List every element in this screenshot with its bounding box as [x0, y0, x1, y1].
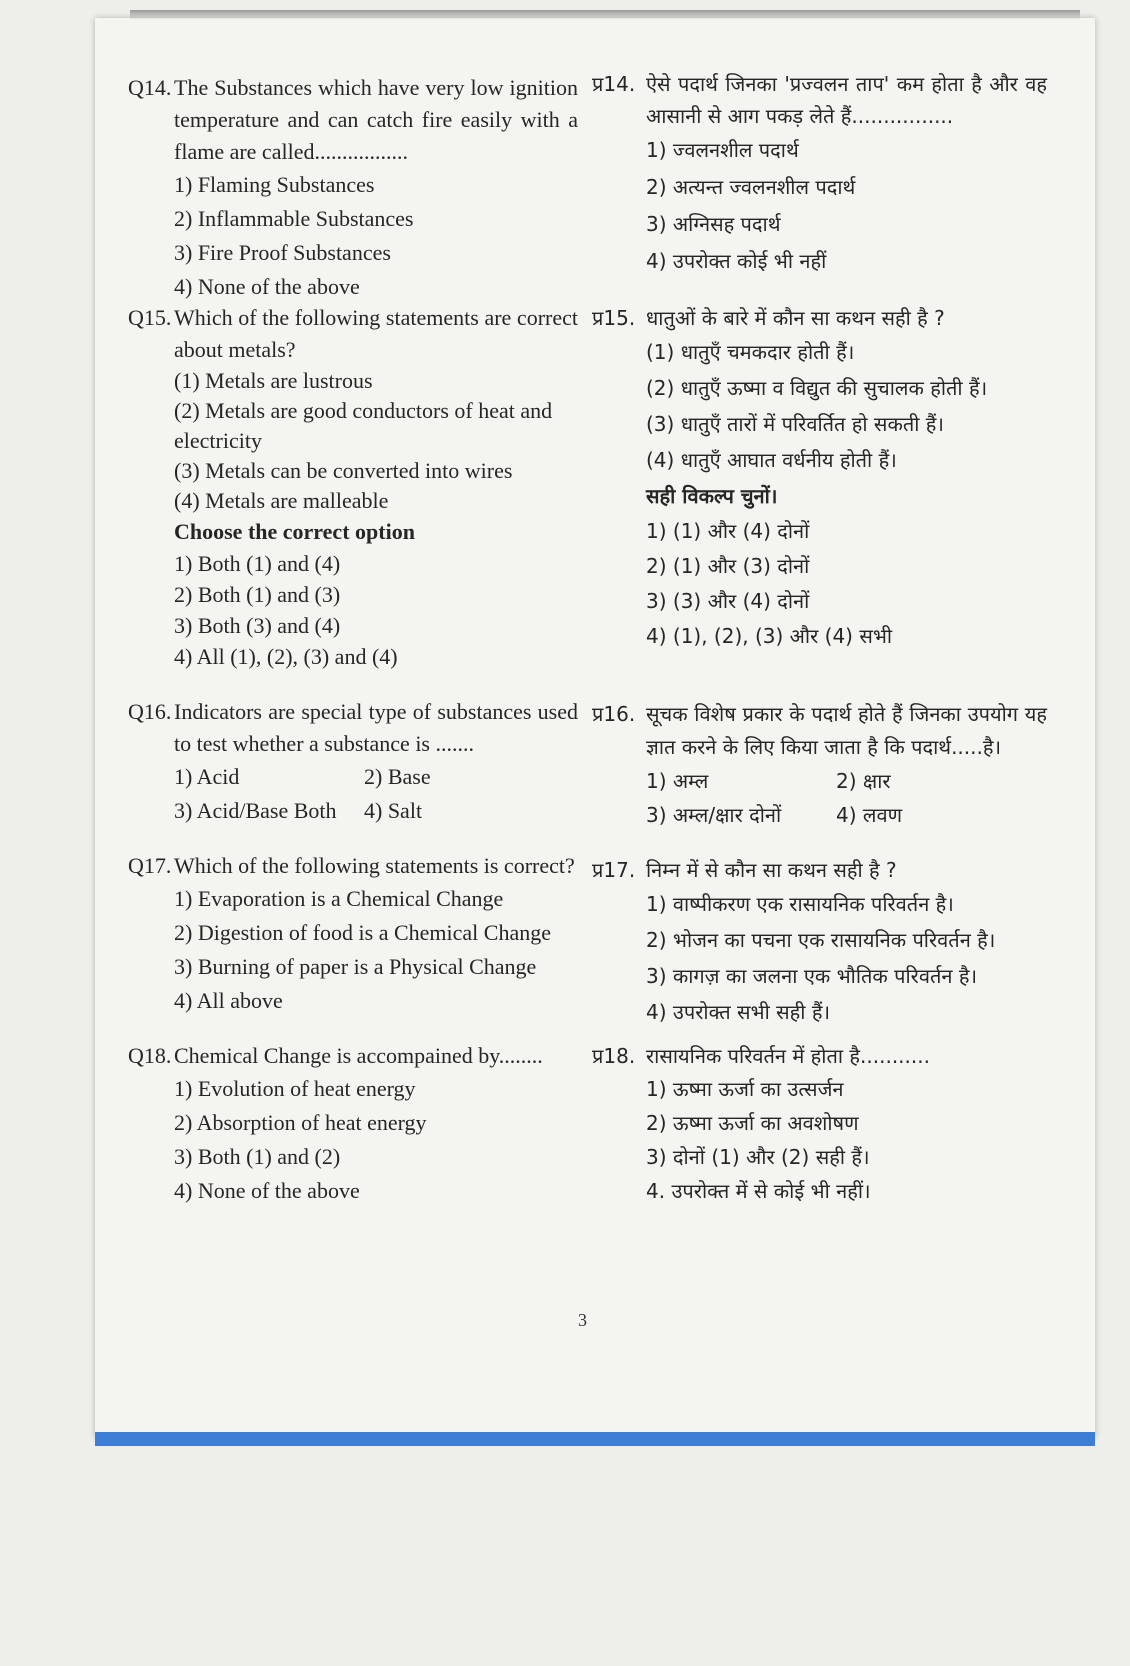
- option: 4) लवण: [836, 803, 903, 827]
- question-text: ऐसे पदार्थ जिनका 'प्रज्वलन ताप' कम होता है और वह आसानी से आग पकड़ लेते हैं................: [646, 72, 1047, 128]
- option: 2) Digestion of food is a Chemical Change: [174, 920, 551, 945]
- option: 1) Flaming Substances: [174, 172, 375, 197]
- question-15-en: [128, 302, 578, 672]
- question-text: धातुओं के बारे में कौन सा कथन सही है ?: [646, 306, 945, 330]
- question-number: प्र18.: [592, 1044, 636, 1068]
- option: 4. उपरोक्त में से कोई भी नहीं।: [646, 1179, 871, 1203]
- option: 1) Evolution of heat energy: [174, 1076, 416, 1101]
- question-number: Q16.: [128, 699, 172, 724]
- option: 2) भोजन का पचना एक रासायनिक परिवर्तन है।: [646, 928, 996, 952]
- option: 3) दोनों (1) और (2) सही हैं।: [646, 1145, 870, 1169]
- option: 2) क्षार: [836, 769, 891, 793]
- option: 1) अम्ल: [646, 769, 709, 793]
- option: 2) Inflammable Substances: [174, 206, 414, 231]
- question-number: Q18.: [128, 1043, 172, 1068]
- question-14-hi: [592, 68, 1047, 280]
- scan-bottom-bar: [95, 1432, 1095, 1446]
- option: 1) Evaporation is a Chemical Change: [174, 886, 504, 911]
- question-18-en: [128, 1040, 578, 1208]
- option: 1) वाष्पीकरण एक रासायनिक परिवर्तन है।: [646, 892, 954, 916]
- question-number: Q17.: [128, 853, 172, 878]
- option: 4) उपरोक्त सभी सही हैं।: [646, 1000, 831, 1024]
- question-text: Which of the following statements are correct about metals?: [174, 305, 578, 362]
- question-text: Indicators are special type of substances used to test whether a substance is .......: [174, 699, 578, 756]
- question-17-hi: [592, 854, 1047, 1030]
- statement: (1) Metals are lustrous: [174, 368, 373, 393]
- option-row: [128, 760, 578, 794]
- option: 4) (1), (2), (3) और (4) सभी: [646, 624, 893, 648]
- statement: (4) Metals are malleable: [174, 488, 389, 513]
- option: 4) None of the above: [174, 1178, 360, 1203]
- option: 3) Acid/Base Both: [174, 798, 337, 823]
- option: 2) Both (1) and (3): [174, 582, 341, 607]
- option: 1) Both (1) and (4): [174, 551, 341, 576]
- statement: (3) Metals can be converted into wires: [174, 458, 513, 483]
- choose-option-prompt: Choose the correct option: [174, 519, 415, 544]
- question-text: Chemical Change is accompained by........: [174, 1043, 543, 1068]
- page-number: 3: [578, 1310, 587, 1330]
- option: 4) All (1), (2), (3) and (4): [174, 644, 398, 669]
- option: 2) अत्यन्त ज्वलनशील पदार्थ: [646, 175, 856, 199]
- question-text: सूचक विशेष प्रकार के पदार्थ होते हैं जिनका उपयोग यह ज्ञात करने के लिए किया जाता है कि पदार्थ.....है।: [646, 702, 1047, 759]
- question-16-hi: [592, 698, 1047, 832]
- statement: (3) धातुएँ तारों में परिवर्तित हो सकती हैं।: [646, 412, 944, 436]
- question-number: प्र15.: [592, 306, 636, 330]
- statement: (1) धातुएँ चमकदार होती हैं।: [646, 340, 855, 364]
- question-text: The Substances which have very low ignition temperature and can catch fire easily with a flame are called.................: [174, 75, 578, 164]
- option-row: [128, 794, 578, 828]
- option: 2) (1) और (3) दोनों: [646, 554, 810, 578]
- option: 4) None of the above: [174, 274, 360, 299]
- question-16-en: [128, 696, 578, 828]
- option-row: [592, 798, 1047, 832]
- option: 2) Base: [364, 764, 431, 789]
- question-18-hi: [592, 1040, 1047, 1208]
- question-number: प्र14.: [592, 72, 636, 96]
- option: 3) Both (1) and (2): [174, 1144, 341, 1169]
- option: 1) Acid: [174, 764, 240, 789]
- question-14-en: [128, 72, 578, 304]
- question-text: रासायनिक परिवर्तन में होता है...........: [646, 1044, 930, 1068]
- option: 3) Both (3) and (4): [174, 613, 341, 638]
- option: 3) (3) और (4) दोनों: [646, 589, 810, 613]
- question-text: निम्न में से कौन सा कथन सही है ?: [646, 858, 897, 882]
- statement: (2) Metals are good conductors of heat and electricity: [174, 398, 553, 453]
- question-number: Q15.: [128, 305, 172, 330]
- choose-option-prompt: सही विकल्प चुनों।: [646, 484, 778, 508]
- option: 3) कागज़ का जलना एक भौतिक परिवर्तन है।: [646, 964, 978, 988]
- option: 4) All above: [174, 988, 283, 1013]
- statement: (4) धातुएँ आघात वर्धनीय होती हैं।: [646, 448, 897, 472]
- question-number: Q14.: [128, 75, 172, 100]
- option: 3) Burning of paper is a Physical Change: [174, 954, 537, 979]
- option-row: [592, 764, 1047, 798]
- question-text: Which of the following statements is correct?: [174, 853, 575, 878]
- question-15-hi: [592, 302, 1047, 654]
- option: 2) ऊष्मा ऊर्जा का अवशोषण: [646, 1111, 859, 1135]
- option: 1) ज्वलनशील पदार्थ: [646, 138, 799, 162]
- statement: (2) धातुएँ ऊष्मा व विद्युत की सुचालक होती हैं।: [646, 376, 988, 400]
- option: 2) Absorption of heat energy: [174, 1110, 427, 1135]
- option: 1) (1) और (4) दोनों: [646, 519, 810, 543]
- question-number: प्र17.: [592, 858, 636, 882]
- option: 4) उपरोक्त कोई भी नहीं: [646, 249, 827, 273]
- option: 3) अम्ल/क्षार दोनों: [646, 803, 782, 827]
- option: 3) Fire Proof Substances: [174, 240, 391, 265]
- option: 3) अग्निसह पदार्थ: [646, 212, 781, 236]
- option: 1) ऊष्मा ऊर्जा का उत्सर्जन: [646, 1077, 844, 1101]
- scan-top-shadow: [130, 10, 1080, 20]
- question-17-en: [128, 850, 578, 1018]
- question-number: प्र16.: [592, 702, 636, 726]
- option: 4) Salt: [364, 798, 423, 823]
